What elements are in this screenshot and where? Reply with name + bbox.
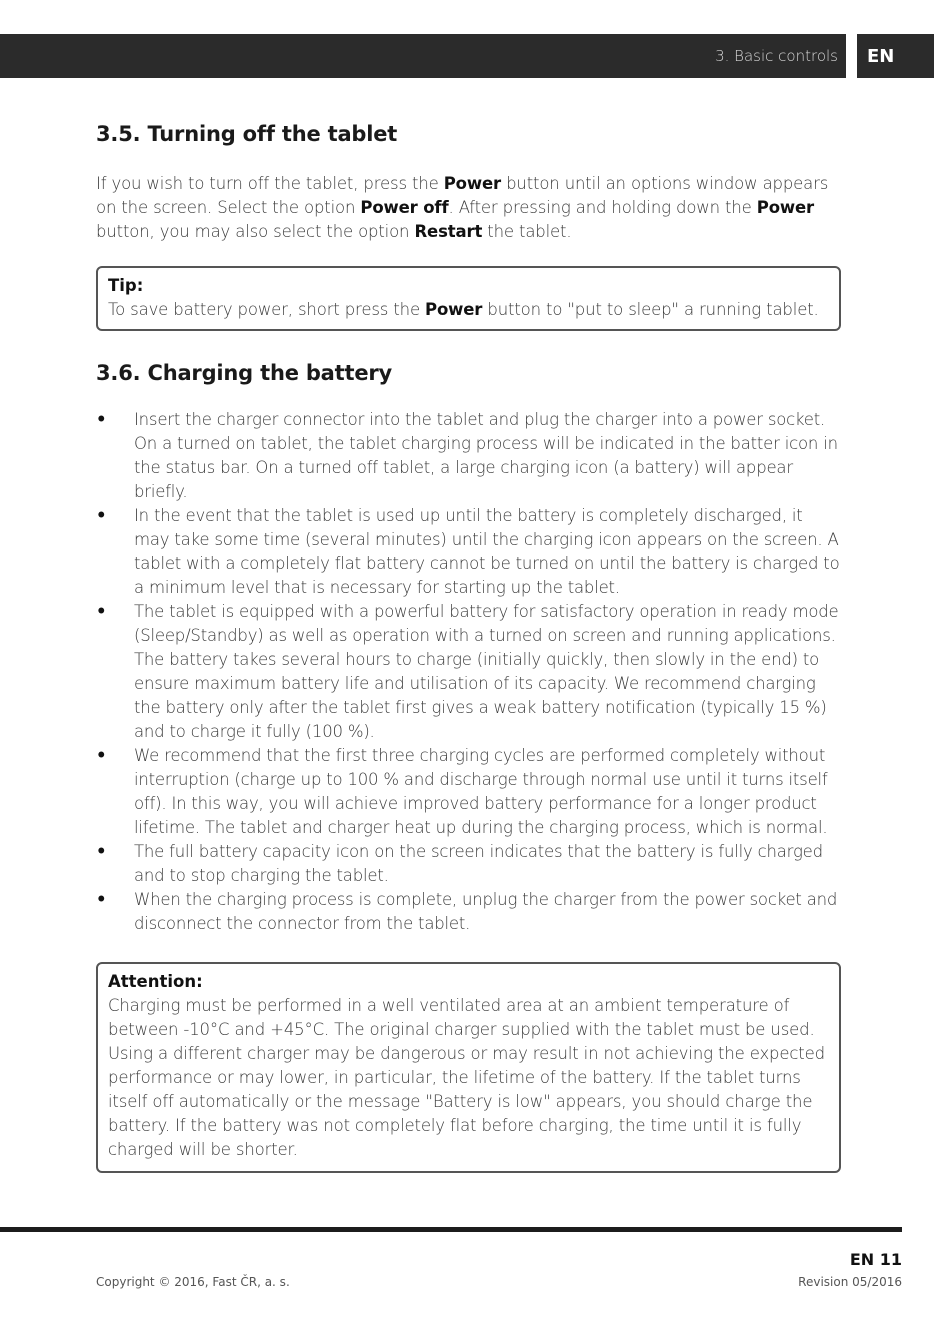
list-item-text: The full battery capacity icon on the screen indicates that the battery is fully charged and to stop charging the tablet. xyxy=(134,842,823,885)
turning-off-paragraph xyxy=(96,172,841,244)
bold-term: Power xyxy=(425,300,483,319)
tip-text xyxy=(108,298,829,322)
list-item xyxy=(96,840,841,888)
bullet-icon: • xyxy=(96,746,107,765)
list-item-text: Insert the charger connector into the tablet and plug the charger into a power socket. On a turned on tablet, the tablet charging process will be indicated in the batter icon in the status bar. On a turned off tablet, a large charging icon (a battery) will appear briefly. xyxy=(134,410,838,501)
bullet-icon: • xyxy=(96,602,107,621)
text-run: To save battery power, short press the xyxy=(108,300,426,319)
bold-term: Restart xyxy=(414,222,483,241)
text-run: button until an options window appears on the screen. Select the option xyxy=(96,174,829,217)
list-item xyxy=(96,408,841,504)
bullet-icon: • xyxy=(96,506,107,525)
bold-term: Power xyxy=(756,198,815,217)
charging-instructions-list xyxy=(96,408,841,936)
list-item xyxy=(96,744,841,840)
language-tab xyxy=(857,34,934,78)
text-run: the tablet. xyxy=(482,222,572,241)
footer-divider xyxy=(0,1227,902,1232)
tip-title: Tip: xyxy=(108,276,144,295)
section-heading-turning-off: 3.5. Turning off the tablet xyxy=(96,122,398,146)
section-heading-charging: 3.6. Charging the battery xyxy=(96,361,393,385)
bold-term: Power off xyxy=(360,198,449,217)
attention-box xyxy=(96,962,841,1173)
attention-text: Charging must be performed in a well ventilated area at an ambient temperature of between -10°C and +45°C. The original charger supplied with the tablet must be used. Using a different charger may be dangerous or may result in not achieving the expected performance or may lower, in particular, the lifetime of the battery. If the tablet turns itself off automatically or the message "Battery is low" appears, you should charge the battery. If the battery was not completely flat before charging, the time until it is fully charged will be shorter. xyxy=(108,996,825,1159)
text-run: If you wish to turn off the tablet, press the xyxy=(96,174,444,193)
revision-label: Revision 05/2016 xyxy=(798,1275,902,1289)
header-bar xyxy=(0,34,846,78)
bullet-icon: • xyxy=(96,890,107,909)
list-item xyxy=(96,888,841,936)
attention-title: Attention: xyxy=(108,972,203,991)
tip-box xyxy=(96,266,841,331)
list-item-text: In the event that the tablet is used up until the battery is completely discharged, it may take some time (several minutes) until the charging icon appears on the screen. A tablet with a completely flat battery cannot be turned on until the battery is charged to a minimum level that is necessary for starting up the tablet. xyxy=(134,506,840,597)
list-item xyxy=(96,600,841,744)
text-run: button to "put to sleep" a running tablet. xyxy=(482,300,819,319)
copyright-notice: Copyright © 2016, Fast ČR, a. s. xyxy=(96,1275,290,1289)
list-item-text: When the charging process is complete, unplug the charger from the power socket and disconnect the connector from the tablet. xyxy=(134,890,838,933)
list-item xyxy=(96,504,841,600)
page-content xyxy=(96,118,841,1173)
bullet-icon: • xyxy=(96,410,107,429)
page-number: EN 11 xyxy=(849,1250,902,1269)
list-item-text: The tablet is equipped with a powerful battery for satisfactory operation in ready mode (Sleep/Standby) as well as operation with a turned on screen and running applications. The battery takes several hours to charge (initially quickly, then slowly in the end) to ensure maximum battery life and utilisation of its capacity. We recommend charging the battery only after the tablet first gives a weak battery notification (typically 15 %) and to charge it fully (100 %). xyxy=(134,602,839,741)
header-section-title: 3. Basic controls xyxy=(715,47,838,65)
bold-term: Power xyxy=(443,174,501,193)
list-item-text: We recommend that the first three charging cycles are performed completely without interruption (charge up to 100 % and discharge through normal use until it turns itself off). In this way, you will achieve improved battery performance for a longer product lifetime. The tablet and charger heat up during the charging process, which is normal. xyxy=(134,746,828,837)
bullet-icon: • xyxy=(96,842,107,861)
text-run: button, you may also select the option xyxy=(96,222,415,241)
text-run: . After pressing and holding down the xyxy=(448,198,757,217)
language-label: EN xyxy=(867,46,895,67)
